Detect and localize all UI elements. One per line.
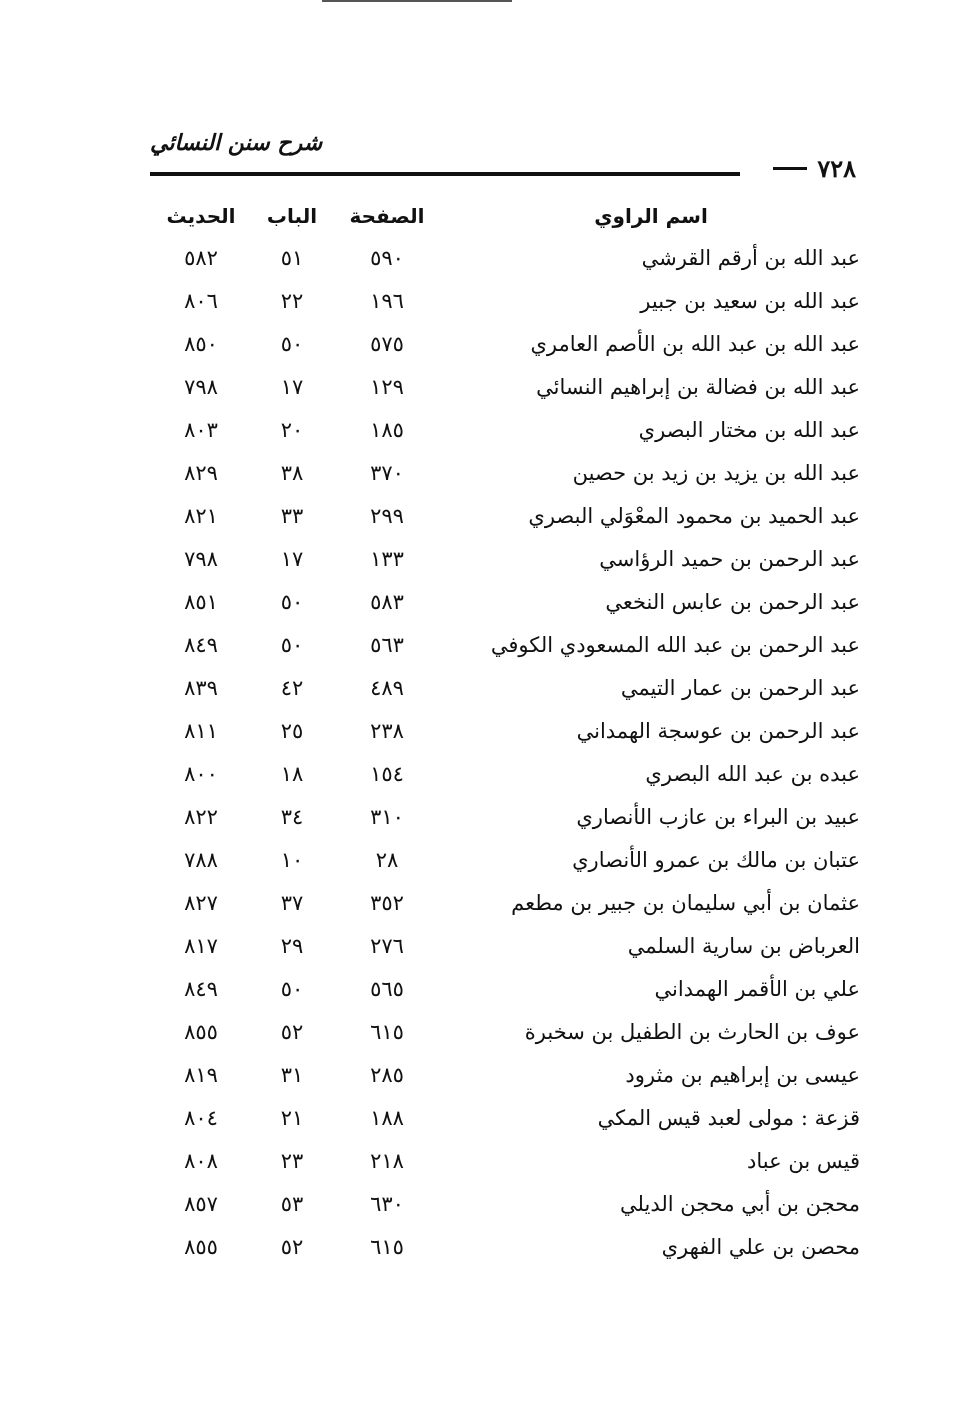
narrator-name: عبد الله بن سعيد بن جبير [640, 288, 860, 313]
table-row [150, 279, 860, 322]
page-cell: ١٢٩ [370, 374, 404, 399]
hadith-cell: ٨٥١ [184, 589, 218, 614]
hadith-cell: ٥٨٢ [184, 245, 218, 270]
page-cell: ٦١٥ [370, 1234, 404, 1259]
bab-cell: ٤٢ [280, 675, 304, 700]
page-cell: ٢٩٩ [370, 503, 404, 528]
narrator-name: عبد الله بن مختار البصري [638, 417, 860, 442]
book-title: شرح سنن النسائي [150, 130, 323, 156]
bab-cell: ٢٣ [280, 1148, 304, 1173]
bab-cell: ٣٣ [280, 503, 304, 528]
page-number-dash [773, 167, 807, 170]
bab-cell: ٥٣ [280, 1191, 304, 1216]
table-row [150, 1053, 860, 1096]
hadith-cell: ٨٥٥ [184, 1234, 218, 1259]
narrator-name: عبد الله بن أرقم القرشي [641, 245, 860, 270]
hadith-cell: ٨١٩ [184, 1062, 218, 1087]
hadith-cell: ٨١١ [184, 718, 218, 743]
page-cell: ٢١٨ [370, 1148, 404, 1173]
table-row [150, 666, 860, 709]
hadith-cell: ٧٩٨ [184, 546, 218, 571]
narrators-index-table [150, 196, 860, 1268]
table-row [150, 365, 860, 408]
bab-cell: ١٧ [280, 546, 304, 571]
table-row [150, 236, 860, 279]
page-cell: ٥٩٠ [370, 245, 404, 270]
table-row [150, 1010, 860, 1053]
page-cell: ٦٣٠ [370, 1191, 404, 1216]
table-row [150, 795, 860, 838]
narrator-name: عبد الرحمن بن عابس النخعي [605, 589, 860, 614]
table-row [150, 709, 860, 752]
narrator-name: قيس بن عباد [747, 1148, 860, 1173]
narrator-name: عبده بن عبد الله البصري [645, 761, 860, 786]
hadith-cell: ٨٠٠ [184, 761, 218, 786]
hadith-cell: ٨٥٧ [184, 1191, 218, 1216]
hadith-cell: ٧٨٨ [184, 847, 218, 872]
page-cell: ١٨٨ [370, 1105, 404, 1130]
hadith-cell: ٨٥٥ [184, 1019, 218, 1044]
page-cell: ٤٨٩ [370, 675, 404, 700]
bab-cell: ٢٥ [280, 718, 304, 743]
hadith-cell: ٨٢٧ [184, 890, 218, 915]
hadith-cell: ٨٥٠ [184, 331, 218, 356]
bab-cell: ٣٤ [280, 804, 304, 829]
table-row [150, 838, 860, 881]
page-cell: ٣٧٠ [370, 460, 404, 485]
narrator-name: عبد الحميد بن محمود المعْوَلي البصري [528, 503, 860, 528]
bab-cell: ٢٩ [280, 933, 304, 958]
table-row [150, 322, 860, 365]
hadith-cell: ٨٠٨ [184, 1148, 218, 1173]
narrator-name: محصن بن علي الفهري [661, 1234, 860, 1259]
page-number-value: ٧٢٨ [817, 154, 856, 183]
page-cell: ٥٨٣ [370, 589, 404, 614]
page-cell: ٦١٥ [370, 1019, 404, 1044]
table-row [150, 408, 860, 451]
table-header-row [150, 196, 860, 236]
narrator-name: عبد الرحمن بن حميد الرؤاسي [599, 546, 860, 571]
page-cell: ٣١٠ [370, 804, 404, 829]
table-row [150, 1139, 860, 1182]
bab-cell: ٣٨ [280, 460, 304, 485]
page-cell: ٥٧٥ [370, 331, 404, 356]
hadith-cell: ٨٠٦ [184, 288, 218, 313]
page-cell: ٢٣٨ [370, 718, 404, 743]
page-header [150, 120, 856, 183]
bab-cell: ٢١ [280, 1105, 304, 1130]
narrator-name: قزعة : مولى لعبد قيس المكي [597, 1105, 860, 1130]
narrator-name: عبد الله بن عبد الله بن الأصم العامري [530, 331, 860, 356]
page-cell: ١٨٥ [370, 417, 404, 442]
page-cell: ٢٨٥ [370, 1062, 404, 1087]
bab-cell: ١٧ [280, 374, 304, 399]
table-row [150, 1182, 860, 1225]
page-cell: ٥٦٥ [370, 976, 404, 1001]
hadith-cell: ٨٤٩ [184, 632, 218, 657]
column-header-narrator: اسم الراوي [594, 204, 708, 228]
column-header-bab: الباب [266, 204, 318, 228]
narrator-name: عبد الرحمن بن عبد الله المسعودي الكوفي [490, 632, 860, 657]
bab-cell: ٥٢ [280, 1019, 304, 1044]
bab-cell: ١٠ [280, 847, 304, 872]
table-row [150, 881, 860, 924]
narrator-name: عبد الله بن فضالة بن إبراهيم النسائي [536, 374, 860, 399]
page-cell: ٢٨ [375, 847, 399, 872]
table-row [150, 494, 860, 537]
page-cell: ٢٧٦ [370, 933, 404, 958]
bab-cell: ٥٠ [280, 331, 304, 356]
table-row [150, 752, 860, 795]
narrator-name: علي بن الأقمر الهمداني [654, 976, 860, 1001]
column-header-hadith: الحديث [166, 204, 236, 228]
bab-cell: ٣١ [280, 1062, 304, 1087]
bab-cell: ٣٧ [280, 890, 304, 915]
bab-cell: ٢٢ [280, 288, 304, 313]
header-rule [150, 172, 740, 176]
page-cell: ١٥٤ [370, 761, 404, 786]
table-row [150, 537, 860, 580]
page-number [773, 154, 856, 183]
column-header-page: الصفحة [349, 204, 425, 228]
table-row [150, 1096, 860, 1139]
narrator-name: عثمان بن أبي سليمان بن جبير بن مطعم [511, 890, 860, 915]
bab-cell: ٢٠ [280, 417, 304, 442]
page-cell: ٥٦٣ [370, 632, 404, 657]
narrator-name: عيسى بن إبراهيم بن مثرود [625, 1062, 860, 1087]
narrator-name: عبد الله بن يزيد بن زيد بن حصين [572, 460, 860, 485]
bab-cell: ٥٢ [280, 1234, 304, 1259]
bab-cell: ٥١ [280, 245, 304, 270]
narrator-name: عتبان بن مالك بن عمرو الأنصاري [572, 847, 860, 872]
bab-cell: ٥٠ [280, 976, 304, 1001]
table-row [150, 451, 860, 494]
table-row [150, 1225, 860, 1268]
hadith-cell: ٧٩٨ [184, 374, 218, 399]
bab-cell: ٥٠ [280, 632, 304, 657]
table-row [150, 623, 860, 666]
hadith-cell: ٨٠٤ [184, 1105, 218, 1130]
narrator-name: عبد الرحمن بن عمار التيمي [620, 675, 860, 700]
hadith-cell: ٨٠٣ [184, 417, 218, 442]
table-row [150, 924, 860, 967]
hadith-cell: ٨٢١ [184, 503, 218, 528]
top-rule [322, 0, 512, 2]
hadith-cell: ٨٣٩ [184, 675, 218, 700]
hadith-cell: ٨٢٢ [184, 804, 218, 829]
page-cell: ٣٥٢ [370, 890, 404, 915]
page-cell: ١٩٦ [370, 288, 404, 313]
page-cell: ١٣٣ [370, 546, 404, 571]
narrator-name: عوف بن الحارث بن الطفيل بن سخبرة [524, 1019, 860, 1044]
hadith-cell: ٨٢٩ [184, 460, 218, 485]
bab-cell: ٥٠ [280, 589, 304, 614]
bab-cell: ١٨ [280, 761, 304, 786]
hadith-cell: ٨٤٩ [184, 976, 218, 1001]
narrator-name: عبيد بن البراء بن عازب الأنصاري [576, 804, 860, 829]
hadith-cell: ٨١٧ [184, 933, 218, 958]
table-row [150, 967, 860, 1010]
narrator-name: محجن بن أبي محجن الديلي [620, 1191, 860, 1216]
narrator-name: عبد الرحمن بن عوسجة الهمداني [576, 718, 860, 743]
narrator-name: العرباض بن سارية السلمي [627, 933, 860, 958]
table-row [150, 580, 860, 623]
